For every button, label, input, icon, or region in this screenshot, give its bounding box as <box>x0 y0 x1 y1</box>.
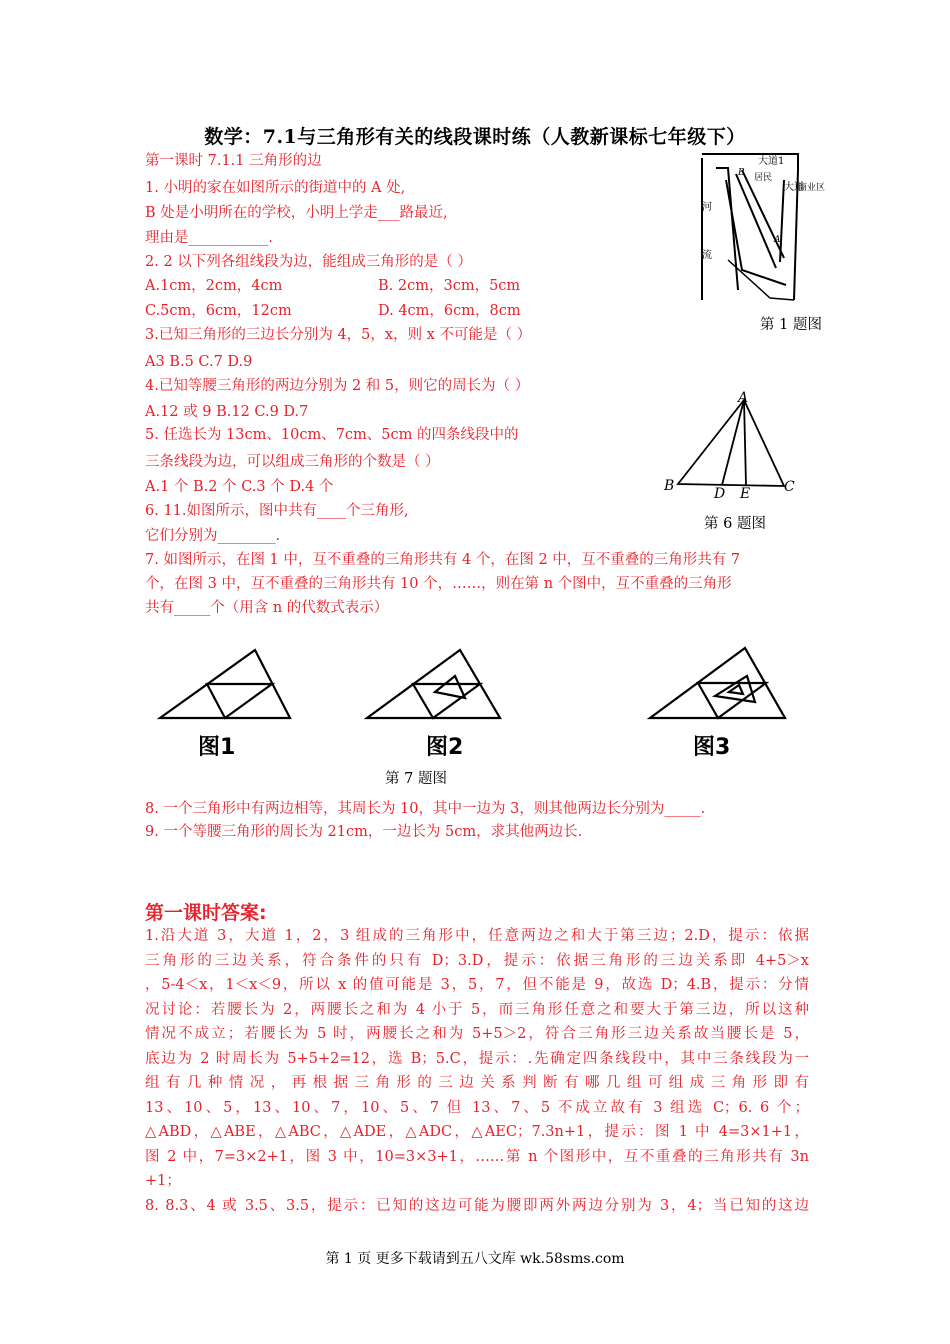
triangle-abc <box>678 400 784 486</box>
question-3: 3.已知三角形的三边长分别为 4，5，x，则 x 不可能是（ ） <box>145 327 532 343</box>
nested-triangles-figure <box>155 640 795 730</box>
question-6-line-1: 6. 11.如图所示，图中共有____个三角形, <box>145 503 409 519</box>
segment-ae <box>744 400 746 485</box>
page-footer: 第 1 页 更多下载请到五八文库 wk.58sms.com <box>325 1251 625 1267</box>
street-map-figure <box>698 150 826 302</box>
answer-line: ，5-4＜x，1＜x＜9，所以 x 的值可能是 3，5，7，但不能是 9，故选 D；4.B，提示：分情 <box>145 977 809 993</box>
point-d-label: D <box>714 486 726 502</box>
answer-line: 8. 8.3、4 或 3.5、3.5，提示：已知的这边可能为腰即两外两边分别为 3，4；当已知的这边 <box>145 1197 809 1214</box>
question-1-line-1: 1. 小明的家在如图所示的街道中的 A 处, <box>145 180 406 196</box>
question-7-line-2: 个，在图 3 中，互不重叠的三角形共有 10 个，……，则在第 n 个图中，互不重叠的三角形 <box>145 576 732 592</box>
point-a-label: A <box>738 390 749 406</box>
answer-line: 图 2 中，7=3×2+1，图 3 中，10=3×3+1，……第 n 个图形中，互不重叠的三角形共有 3n <box>145 1148 809 1165</box>
fig2-inner-triangle <box>435 676 465 698</box>
lesson-heading: 第一课时 7.1.1 三角形的边 <box>145 153 322 169</box>
fig3-mid-triangle <box>698 683 766 718</box>
answer-line: 三角形的三边关系，符合条件的只有 D；3.D，提示：依据三角形的三边关系即 4+5＞x <box>145 952 809 969</box>
figure-7-label-3: 图3 <box>693 735 731 760</box>
figure-7-caption: 第 7 题图 <box>385 771 447 787</box>
question-2: 2. 2 以下列各组线段为边，能组成三角形的是（ ） <box>145 254 472 270</box>
question-2-option-b: B. 2cm，3cm，5cm <box>378 278 521 294</box>
point-e-label: E <box>740 486 751 502</box>
figure-1-caption: 第 1 题图 <box>760 317 822 333</box>
point-c-label: C <box>784 479 795 495</box>
diagonal-road-2 <box>736 174 776 268</box>
map-label-river-2: 流 <box>702 250 712 261</box>
fig1-inner-triangle <box>207 684 272 718</box>
map-label-road-2: 大道 <box>784 182 804 193</box>
answer-line: 组有几种情况，再根据三角形的三边关系判断有哪几组可组成三角形即有 <box>145 1075 809 1091</box>
answer-line: 1.沿大道 3，大道 1，2，3 组成的三角形中，任意两边之和大于第三边；2.D，提示：依据 <box>145 928 809 944</box>
fig2-mid-triangle <box>413 684 480 718</box>
question-2-option-d: D. 4cm，6cm，8cm <box>378 303 521 319</box>
map-label-commerce: 商业区 <box>798 183 826 193</box>
triangle-abc-figure <box>660 390 800 500</box>
question-8: 8. 一个三角形中有两边相等，其周长为 10，其中一边为 3，则其他两边长分别为_____. <box>145 801 706 817</box>
question-5-line-1: 5. 任选长为 13cm、10cm、7cm、5cm 的四条线段中的 <box>145 427 519 443</box>
question-7-line-3: 共有_____个（用含 n 的代数式表示） <box>145 600 389 616</box>
map-label-resident: 居民 <box>754 173 773 183</box>
answer-line: 情况不成立；若腰长为 5 时，两腰长之和为 5+5＞2，符合三角形三边关系故当腰长是 5， <box>145 1026 809 1042</box>
left-road-inner <box>726 180 786 285</box>
question-5-options: A.1 个 B.2 个 C.3 个 D.4 个 <box>145 479 334 495</box>
answers-heading: 第一课时答案: <box>145 902 267 924</box>
figure-6-caption: 第 6 题图 <box>704 516 766 532</box>
answer-line: 13、10、5，13、10、7，10、5、7 但 13、7、5 不成立故有 3 组选 C；6. 6 个； <box>145 1099 809 1116</box>
map-point-a: A <box>774 235 781 245</box>
question-4-options: A.12 或 9 B.12 C.9 D.7 <box>145 404 309 420</box>
question-2-option-a: A.1cm，2cm，4cm <box>145 278 283 294</box>
question-6-line-2: 它们分别为________. <box>145 528 281 544</box>
question-2-option-c: C.5cm，6cm，12cm <box>145 303 292 319</box>
map-point-b: B <box>738 168 745 178</box>
page-title: 数学：7.1与三角形有关的线段课时练（人教新课标七年级下） <box>204 126 746 148</box>
question-4: 4.已知等腰三角形的两边分别为 2 和 5，则它的周长为（ ） <box>145 378 530 394</box>
map-label-road-1: 大道1 <box>758 156 785 167</box>
answers-block <box>145 924 809 1218</box>
figure-7-label-2: 图2 <box>426 735 464 760</box>
question-3-options: A3 B.5 C.7 D.9 <box>145 354 253 370</box>
answer-line: +1； <box>145 1173 181 1189</box>
answer-line: △ABD，△ABE，△ABC，△ADE，△ADC，△AEC；7.3n+1，提示：图 1 中 4=3×1+1， <box>145 1124 809 1140</box>
map-label-river: 河 <box>702 202 712 213</box>
question-1-line-3: 理由是___________. <box>145 230 273 246</box>
question-7-line-1: 7. 如图所示，在图 1 中，互不重叠的三角形共有 4 个，在图 2 中，互不重叠的三角形共有 7 <box>145 552 741 568</box>
question-1-line-2: B 处是小明所在的学校，小明上学走___路最近, <box>145 205 448 221</box>
answer-line: 况讨论：若腰长为 2，两腰长之和为 4 小于 5，而三角形任意之和要大于第三边，所以这种 <box>145 1001 809 1018</box>
point-b-label: B <box>664 478 675 494</box>
answer-line: 底边为 2 时周长为 5+5+2=12，选 B；5.C，提示：.先确定四条线段中，其中三条线段为一 <box>145 1050 809 1067</box>
question-5-line-2: 三条线段为边，可以组成三角形的个数是（ ） <box>145 454 440 470</box>
question-9: 9. 一个等腰三角形的周长为 21cm，一边长为 5cm，求其他两边长. <box>145 824 583 840</box>
figure-7-label-1: 图1 <box>198 735 236 760</box>
